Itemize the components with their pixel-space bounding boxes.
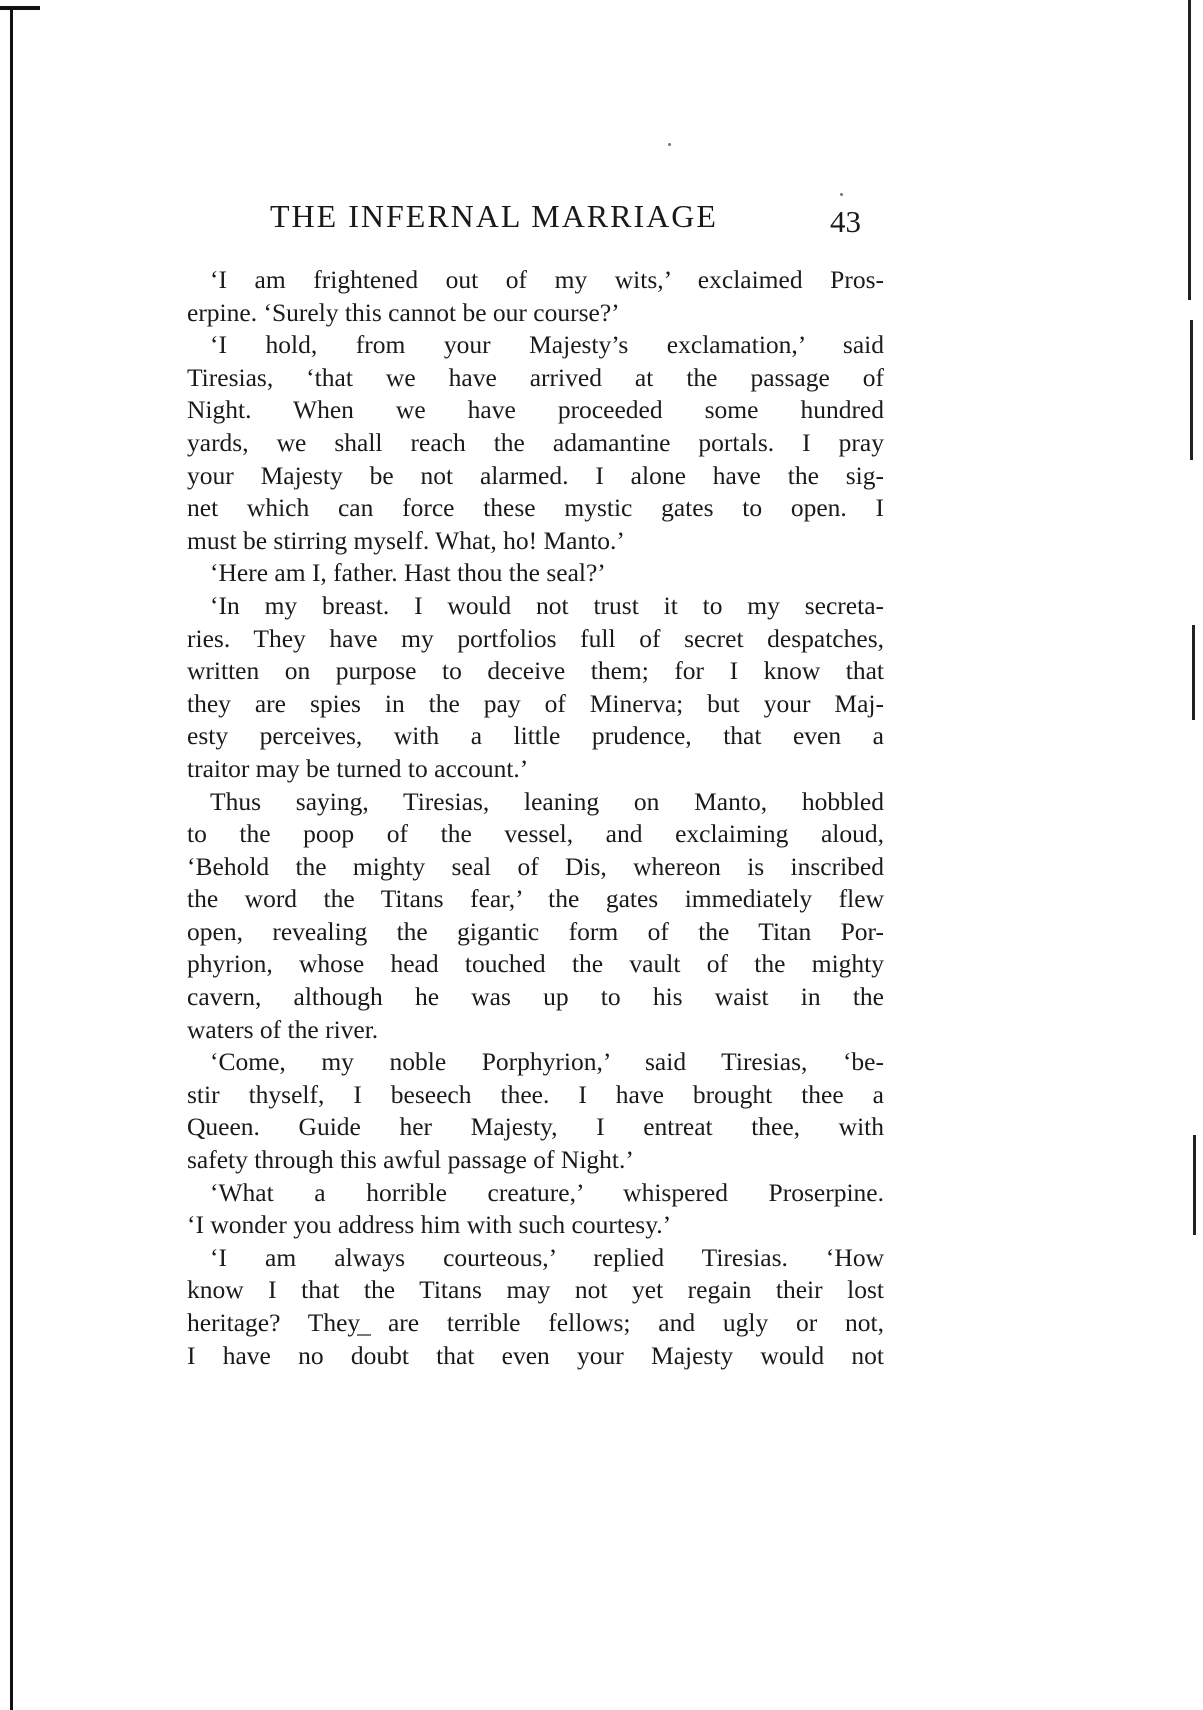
scan-edge-right-mark (1190, 320, 1193, 460)
text-line: open, revealing the gigantic form of the Titan Por- (187, 916, 884, 946)
text-line: I have no doubt that even your Majesty would not (187, 1340, 884, 1370)
text-line: yards, we shall reach the adamantine portals. I pray (187, 427, 884, 457)
text-line: ‘What a horrible creature,’ whispered Proserpine. (210, 1177, 884, 1207)
text-line: ‘I wonder you address him with such courtesy.’ (187, 1210, 672, 1240)
text-line: Night. When we have proceeded some hundred (187, 395, 884, 425)
body-text (187, 264, 884, 1372)
text-line: traitor may be turned to account.’ (187, 753, 529, 783)
text-line: ries. They have my portfolios full of secret despatches, (187, 623, 884, 653)
text-line: waters of the river. (187, 1014, 379, 1044)
text-line: phyrion, whose head touched the vault of the mighty (187, 949, 884, 979)
scan-edge-right-mark (1192, 625, 1195, 720)
text-line: ‘Here am I, father. Hast thou the seal?’ (210, 558, 606, 588)
text-line: Queen. Guide her Majesty, I entreat thee, with (187, 1112, 884, 1142)
text-line: stir thyself, I beseech thee. I have brought thee a (187, 1079, 884, 1109)
text-line: ‘Behold the mighty seal of Dis, whereon is inscribed (187, 851, 884, 881)
text-line: net which can force these mystic gates to open. I (187, 493, 884, 523)
text-line: cavern, although he was up to his waist in the (187, 982, 884, 1012)
text-line: ‘Come, my noble Porphyrion,’ said Tiresias, ‘be- (210, 1047, 884, 1077)
text-line: ‘In my breast. I would not trust it to my secreta- (210, 590, 884, 620)
text-line: your Majesty be not alarmed. I alone have the sig- (187, 460, 884, 490)
text-line: ‘I hold, from your Majesty’s exclamation,’ said (210, 330, 884, 360)
text-line: ‘I am always courteous,’ replied Tiresias. ‘How (210, 1242, 884, 1272)
page-number: 43 (830, 204, 861, 239)
scan-speck (668, 143, 671, 146)
text-line: they are spies in the pay of Minerva; but your Maj- (187, 688, 884, 718)
scan-edge-top-rule (0, 6, 40, 10)
text-line: must be stirring myself. What, ho! Manto.’ (187, 525, 625, 555)
text-line: erpine. ‘Surely this cannot be our course?’ (187, 297, 620, 327)
text-line: written on purpose to deceive them; for I know that (187, 656, 884, 686)
page-header (270, 198, 890, 244)
text-line: heritage? They are terrible fellows; and ugly or not, (187, 1308, 884, 1337)
text-line: safety through this awful passage of Night.’ (187, 1145, 634, 1175)
scan-edge-left-rule (10, 6, 13, 1710)
text-line: Tiresias, ‘that we have arrived at the passage of (187, 362, 884, 392)
text-line: to the poop of the vessel, and exclaiming aloud, (187, 819, 884, 849)
text-line: know I that the Titans may not yet regain their lost (187, 1275, 884, 1305)
scan-edge-right-mark (1193, 1135, 1196, 1235)
scan-speck (840, 193, 843, 196)
running-title: THE INFERNAL MARRIAGE (270, 198, 718, 234)
scan-edge-right-mark (1188, 0, 1191, 300)
text-line: the word the Titans fear,’ the gates immediately flew (187, 884, 884, 914)
text-line: Thus saying, Tiresias, leaning on Manto, hobbled (210, 786, 884, 816)
text-line: ‘I am frightened out of my wits,’ exclaimed Pros- (210, 265, 884, 294)
text-line: esty perceives, with a little prudence, that even a (187, 721, 884, 751)
